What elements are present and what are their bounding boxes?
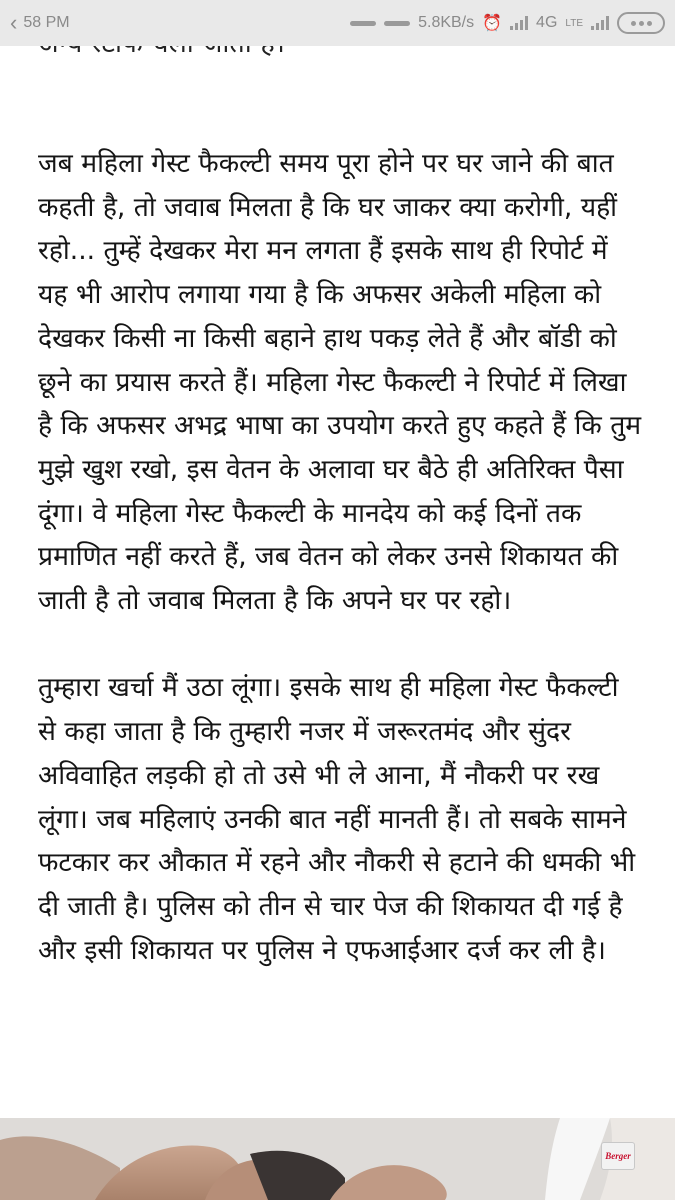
back-chevron-icon[interactable]: ‹ bbox=[10, 10, 18, 35]
ad-banner[interactable] bbox=[0, 1118, 675, 1200]
article-paragraph: तुम्हारा खर्चा मैं उठा लूंगा। इसके साथ ही महिला गेस्ट फैकल्टी से कहा जाता है कि तुम्हारी नजर में जरूरतमंद और सुंदर अविवाहित लड़की हो तो उसे भी ले आना, मैं नौकरी पर रख लूंगा। जब महिलाएं उनकी बात नहीं मानती हैं। तो सबके सामने फटकार कर औकात में रहने और नौकरी से हटाने की धमकी भी दी जाती है। पुलिस को तीन से चार पेज की शिकायत दी गई है और इसी शिकायत पर पुलिस ने एफआईआर दर्ज कर ली है। bbox=[38, 672, 636, 966]
ad-photo bbox=[0, 1118, 675, 1200]
notification-dash-icon bbox=[384, 21, 410, 26]
signal-icon bbox=[510, 16, 528, 30]
network-speed: 5.8KB/s bbox=[418, 14, 475, 31]
brand-logo-text: Berger bbox=[605, 1151, 631, 1161]
network-type: 4G bbox=[536, 14, 558, 31]
article-body bbox=[38, 142, 643, 972]
brand-logo bbox=[601, 1142, 635, 1170]
article-paragraph: जब महिला गेस्ट फैकल्टी समय पूरा होने पर घर जाने की बात कहती है, तो जवाब मिलता है कि घर जाकर क्या करोगी, यहीं रहो... तुम्हें देखकर मेरा मन लगता हैं इसके साथ ही रिपोर्ट में यह भी आरोप लगाया गया है कि अफसर अकेली महिला को देखकर किसी ना किसी बहाने हाथ पकड़ लेते हैं और बॉडी को छूने का प्रयास करते हैं। महिला गेस्ट फैकल्टी ने रिपोर्ट में लिखा है कि अफसर अभद्र भाषा का उपयोग करते हुए कहते हैं कि तुम मुझे खुश रखो, इस वेतन के अलावा घर बैठे ही अतिरिक्त पैसा दूंगा। वे महिला गेस्ट फैकल्टी के मानदेय को कई दिनों तक प्रमाणित नहीं करते हैं, जब वेतन को लेकर उनसे शिकायत की जाती है तो जवाब मिलता है कि अपने घर पर रहो। bbox=[38, 148, 642, 617]
status-time: 58 PM bbox=[23, 14, 70, 31]
signal-icon bbox=[591, 16, 609, 30]
notification-dash-icon bbox=[350, 21, 376, 26]
more-options-icon[interactable] bbox=[617, 12, 665, 34]
volte-badge: LTE bbox=[565, 17, 583, 29]
status-bar bbox=[0, 0, 675, 46]
alarm-icon: ⏰ bbox=[482, 15, 503, 32]
